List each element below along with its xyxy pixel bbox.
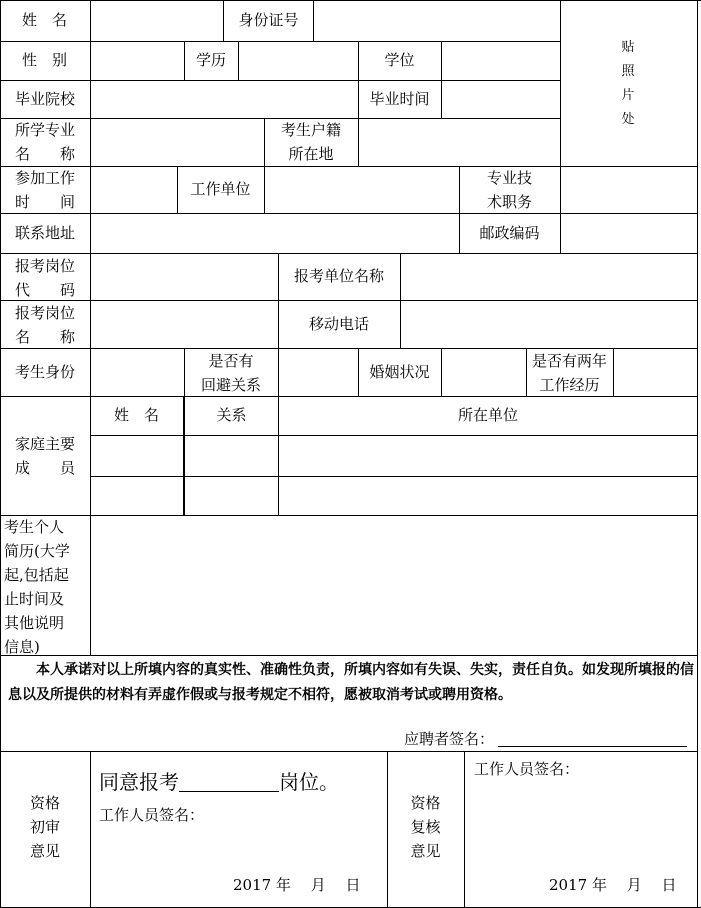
label-post-code: 报考岗位 代 码: [14, 257, 75, 299]
label-mobile: 移动电话: [308, 315, 369, 333]
label-address: 联系地址: [14, 224, 75, 242]
label-major: 所学专业 名 称: [14, 121, 75, 163]
final-review-label: 资格 复核 意见: [410, 794, 441, 860]
label-avoidance: 是否有 回避关系: [200, 352, 261, 394]
label-post-name: 报考岗位 名 称: [14, 304, 75, 346]
label-household: 考生户籍 所在地: [280, 121, 341, 163]
label-school: 毕业院校: [14, 90, 75, 108]
applicant-sign-line[interactable]: [498, 746, 687, 747]
label-unit-name: 报考单位名称: [293, 267, 384, 285]
family-header-name: 姓 名: [113, 406, 159, 424]
family-header-relation: 关系: [216, 406, 247, 424]
label-employer: 工作单位: [190, 180, 251, 198]
agree-statement: 同意报考 岗位。: [99, 770, 339, 794]
label-identity: 考生身份: [14, 363, 75, 381]
declaration-text: 本人承诺对以上所填内容的真实性、准确性负责，所填内容如有失误、失实，责任自负。如发现所填报的信息以及所提供的材料有弄虚作假或与报考规定不相符，愿被取消考试或聘用资格。: [8, 662, 694, 703]
label-work-start: 参加工作 时 间: [14, 169, 75, 211]
label-marital: 婚姻状况: [369, 363, 430, 381]
staff-sign-final: 工作人员签名：: [474, 760, 580, 778]
label-family: 家庭主要 成 员: [14, 435, 75, 477]
label-gender: 性 别: [22, 51, 68, 69]
label-postcode: 邮政编码: [479, 224, 540, 242]
photo-placeholder: 贴 照 片 处: [621, 40, 635, 127]
label-education: 学历: [195, 51, 226, 69]
applicant-sign-label: 应聘者签名：: [404, 730, 495, 748]
label-resume: 考生个人 简历(大学 起,包括起 止时间及 其他说明 信息): [4, 518, 70, 656]
post-blank[interactable]: [179, 773, 279, 792]
date-final: 2017 年 月 日: [549, 876, 677, 894]
label-prof-title: 专业技 术职务: [486, 169, 532, 211]
date-initial: 2017 年 月 日: [233, 876, 361, 894]
label-name: 姓 名: [22, 11, 68, 29]
label-id-number: 身份证号: [238, 11, 299, 29]
label-two-year: 是否有两年 工作经历: [531, 352, 607, 394]
label-grad-time: 毕业时间: [369, 90, 430, 108]
initial-review-label: 资格 初审 意见: [29, 794, 60, 860]
family-header-unit: 所在单位: [457, 406, 518, 424]
staff-sign-initial: 工作人员签名：: [99, 806, 205, 824]
label-degree: 学位: [384, 51, 415, 69]
